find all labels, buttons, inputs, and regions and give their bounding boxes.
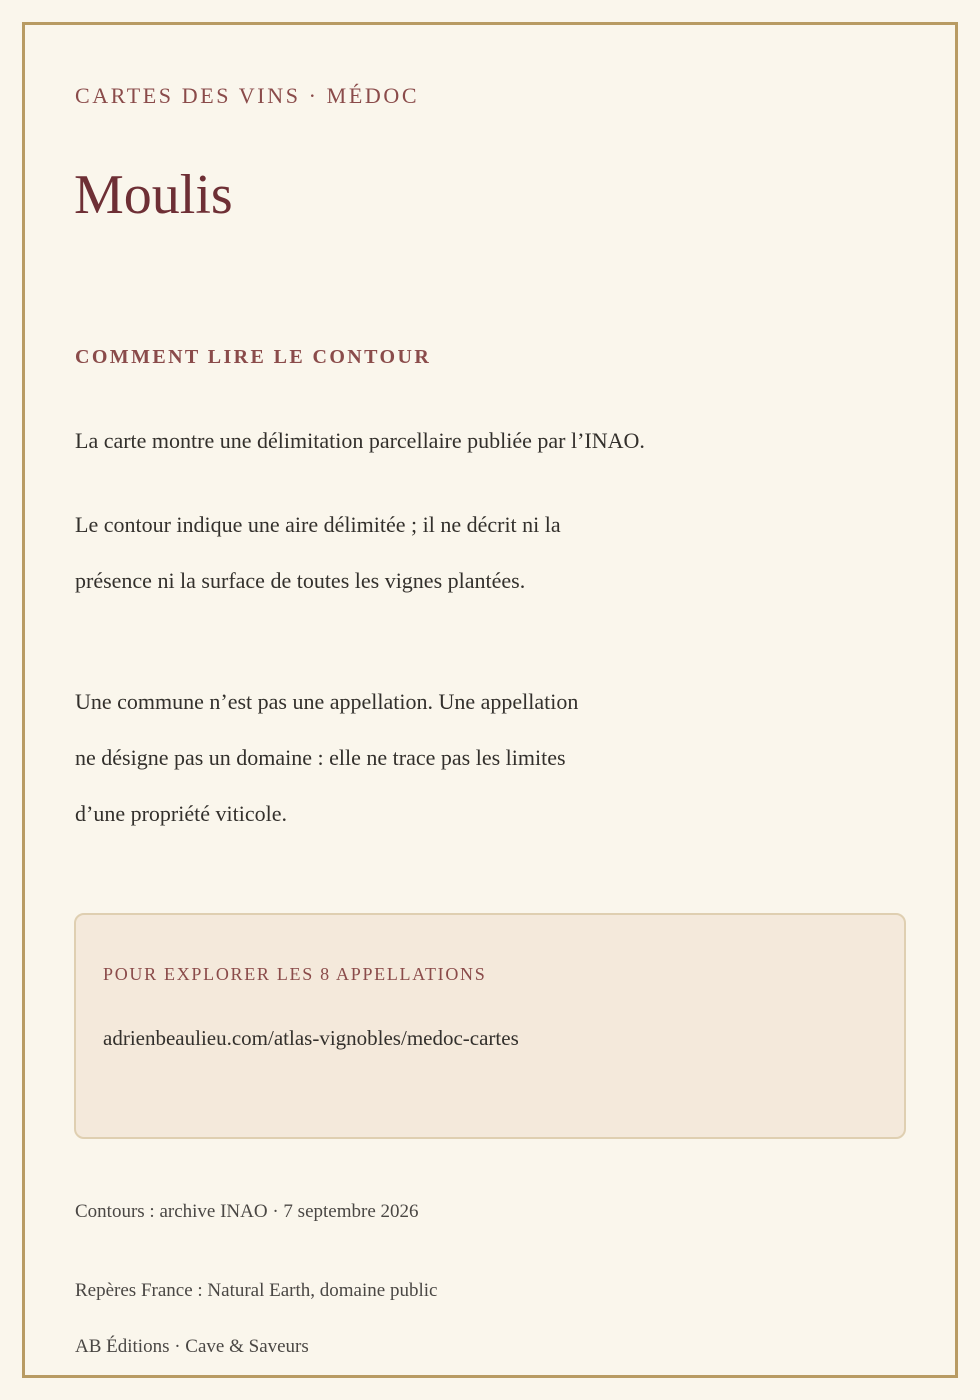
paragraph-contour-line-1: Le contour indique une aire délimitée ; il ne décrit ni la [75,512,561,537]
page-kicker: CARTES DES VINS · MÉDOC [75,83,420,108]
section-heading: COMMENT LIRE LE CONTOUR [75,346,432,368]
footer-source: Contours : archive INAO · 7 septembre 2026 [75,1201,419,1222]
paragraph-contour-line-2: présence ni la surface de toutes les vignes plantées. [75,568,526,593]
paragraph-map-source: La carte montre une délimitation parcellaire publiée par l’INAO. [75,428,645,453]
page-title: Moulis [74,164,233,226]
callout-url[interactable]: adrienbeaulieu.com/atlas-vignobles/medoc-cartes [103,1026,519,1050]
paragraph-appellation-line-2: ne désigne pas un domaine : elle ne trace pas les limites [75,745,566,770]
footer-publisher: AB Éditions · Cave & Saveurs [75,1336,309,1357]
paragraph-appellation-line-1: Une commune n’est pas une appellation. Une appellation [75,689,579,714]
callout-heading: POUR EXPLORER LES 8 APPELLATIONS [103,964,487,984]
explore-callout [74,913,906,1139]
paragraph-appellation-line-3: d’une propriété viticole. [75,801,287,826]
footer-basemap-credit: Repères France : Natural Earth, domaine public [75,1280,438,1301]
